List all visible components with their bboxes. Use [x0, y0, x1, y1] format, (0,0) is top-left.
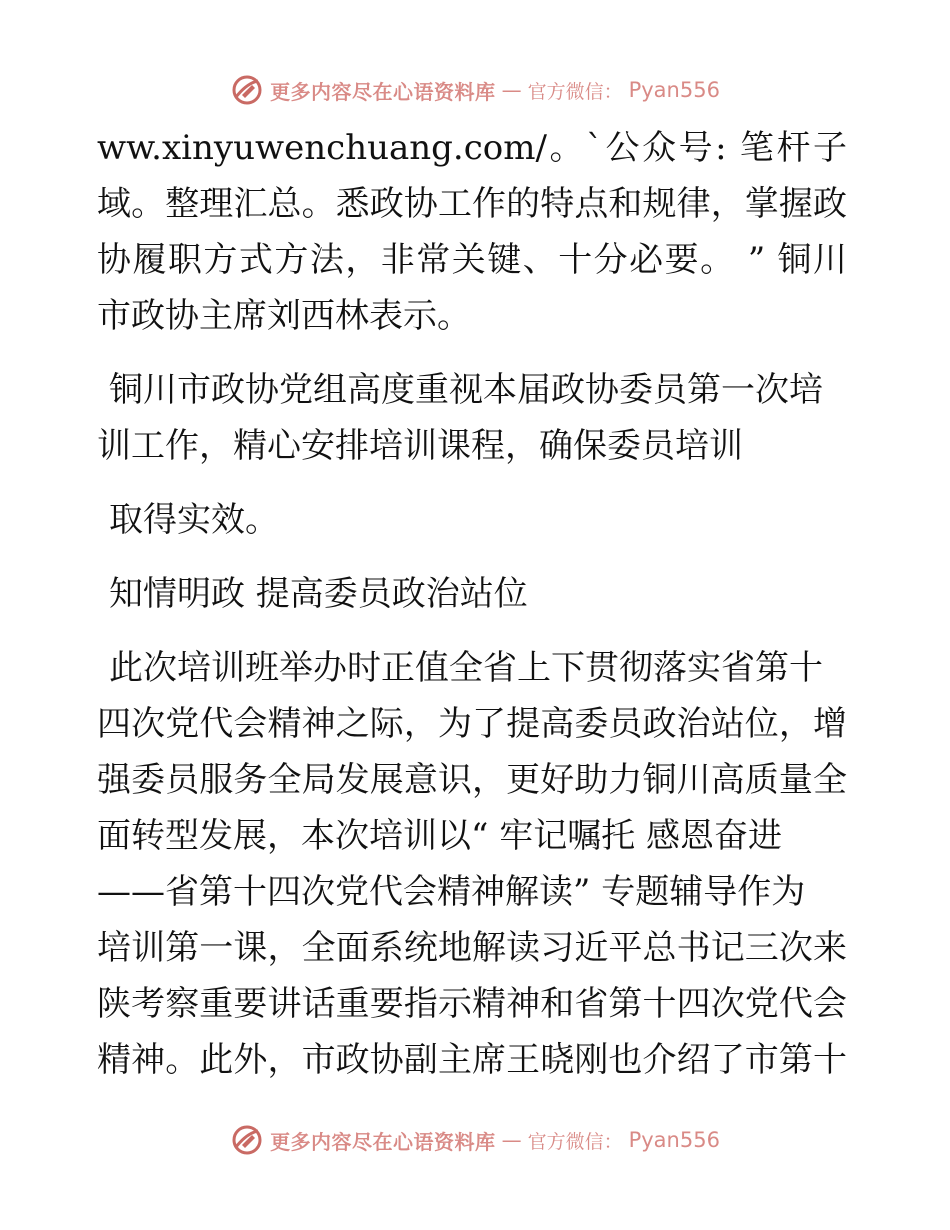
- text-line-2: 域。整理汇总。悉政协工作的特点和规律，掌握政: [97, 184, 847, 224]
- watermark-group: [230, 1123, 720, 1157]
- text-line-7: 取得实效。: [109, 500, 279, 540]
- watermark-separator: —: [501, 78, 522, 102]
- text-line-5: 铜川市政协党组高度重视本届政协委员第一次培: [109, 370, 823, 410]
- footer-watermark: [0, 1120, 950, 1160]
- text-line-1: ww.xinyuwenchuang.com/。`公众号: 笔杆子: [97, 128, 847, 168]
- text-line-4: 市政协主席刘西林表示。: [97, 296, 471, 336]
- text-line-13: ——省第十四次党代会精神解读” 专题辅导作为: [97, 872, 806, 912]
- text-line-6: 训工作，精心安排培训课程，确保委员培训: [97, 426, 743, 466]
- watermark-separator: —: [501, 1128, 522, 1152]
- watermark-wechat-label: 官方微信：: [527, 80, 623, 103]
- watermark-main-text: 更多内容尽在心语资料库: [270, 1129, 496, 1154]
- text-line-15: 陕考察重要讲话重要指示精神和省第十四次党代会: [97, 984, 847, 1024]
- text-line-10: 四次党代会精神之际，为了提高委员政治站位，增: [97, 704, 847, 744]
- text-line-11: 强委员服务全局发展意识，更好助力铜川高质量全: [97, 760, 847, 800]
- pen-logo-icon: [230, 1123, 264, 1157]
- watermark-wechat-label: 官方微信：: [527, 1130, 623, 1153]
- text-line-14: 培训第一课，全面系统地解读习近平总书记三次来: [97, 928, 847, 968]
- text-line-12: 面转型发展，本次培训以“ 牢记嘱托 感恩奋进: [97, 816, 782, 856]
- text-line-3: 协履职方式方法，非常关键、十分必要。 ” 铜川: [97, 240, 847, 280]
- article-body: [97, 120, 857, 1088]
- watermark-group: [230, 73, 720, 107]
- text-line-9: 此次培训班举办时正值全省上下贯彻落实省第十: [109, 648, 823, 688]
- text-line-16: 精神。此外，市政协副主席王晓刚也介绍了市第十: [97, 1040, 847, 1080]
- watermark-wechat-id: Pyan556: [628, 1128, 720, 1152]
- watermark-main-text: 更多内容尽在心语资料库: [270, 79, 496, 104]
- watermark-wechat-id: Pyan556: [628, 78, 720, 102]
- pen-logo-icon: [230, 73, 264, 107]
- section-heading: 知情明政 提高委员政治站位: [109, 574, 528, 614]
- header-watermark: [0, 70, 950, 110]
